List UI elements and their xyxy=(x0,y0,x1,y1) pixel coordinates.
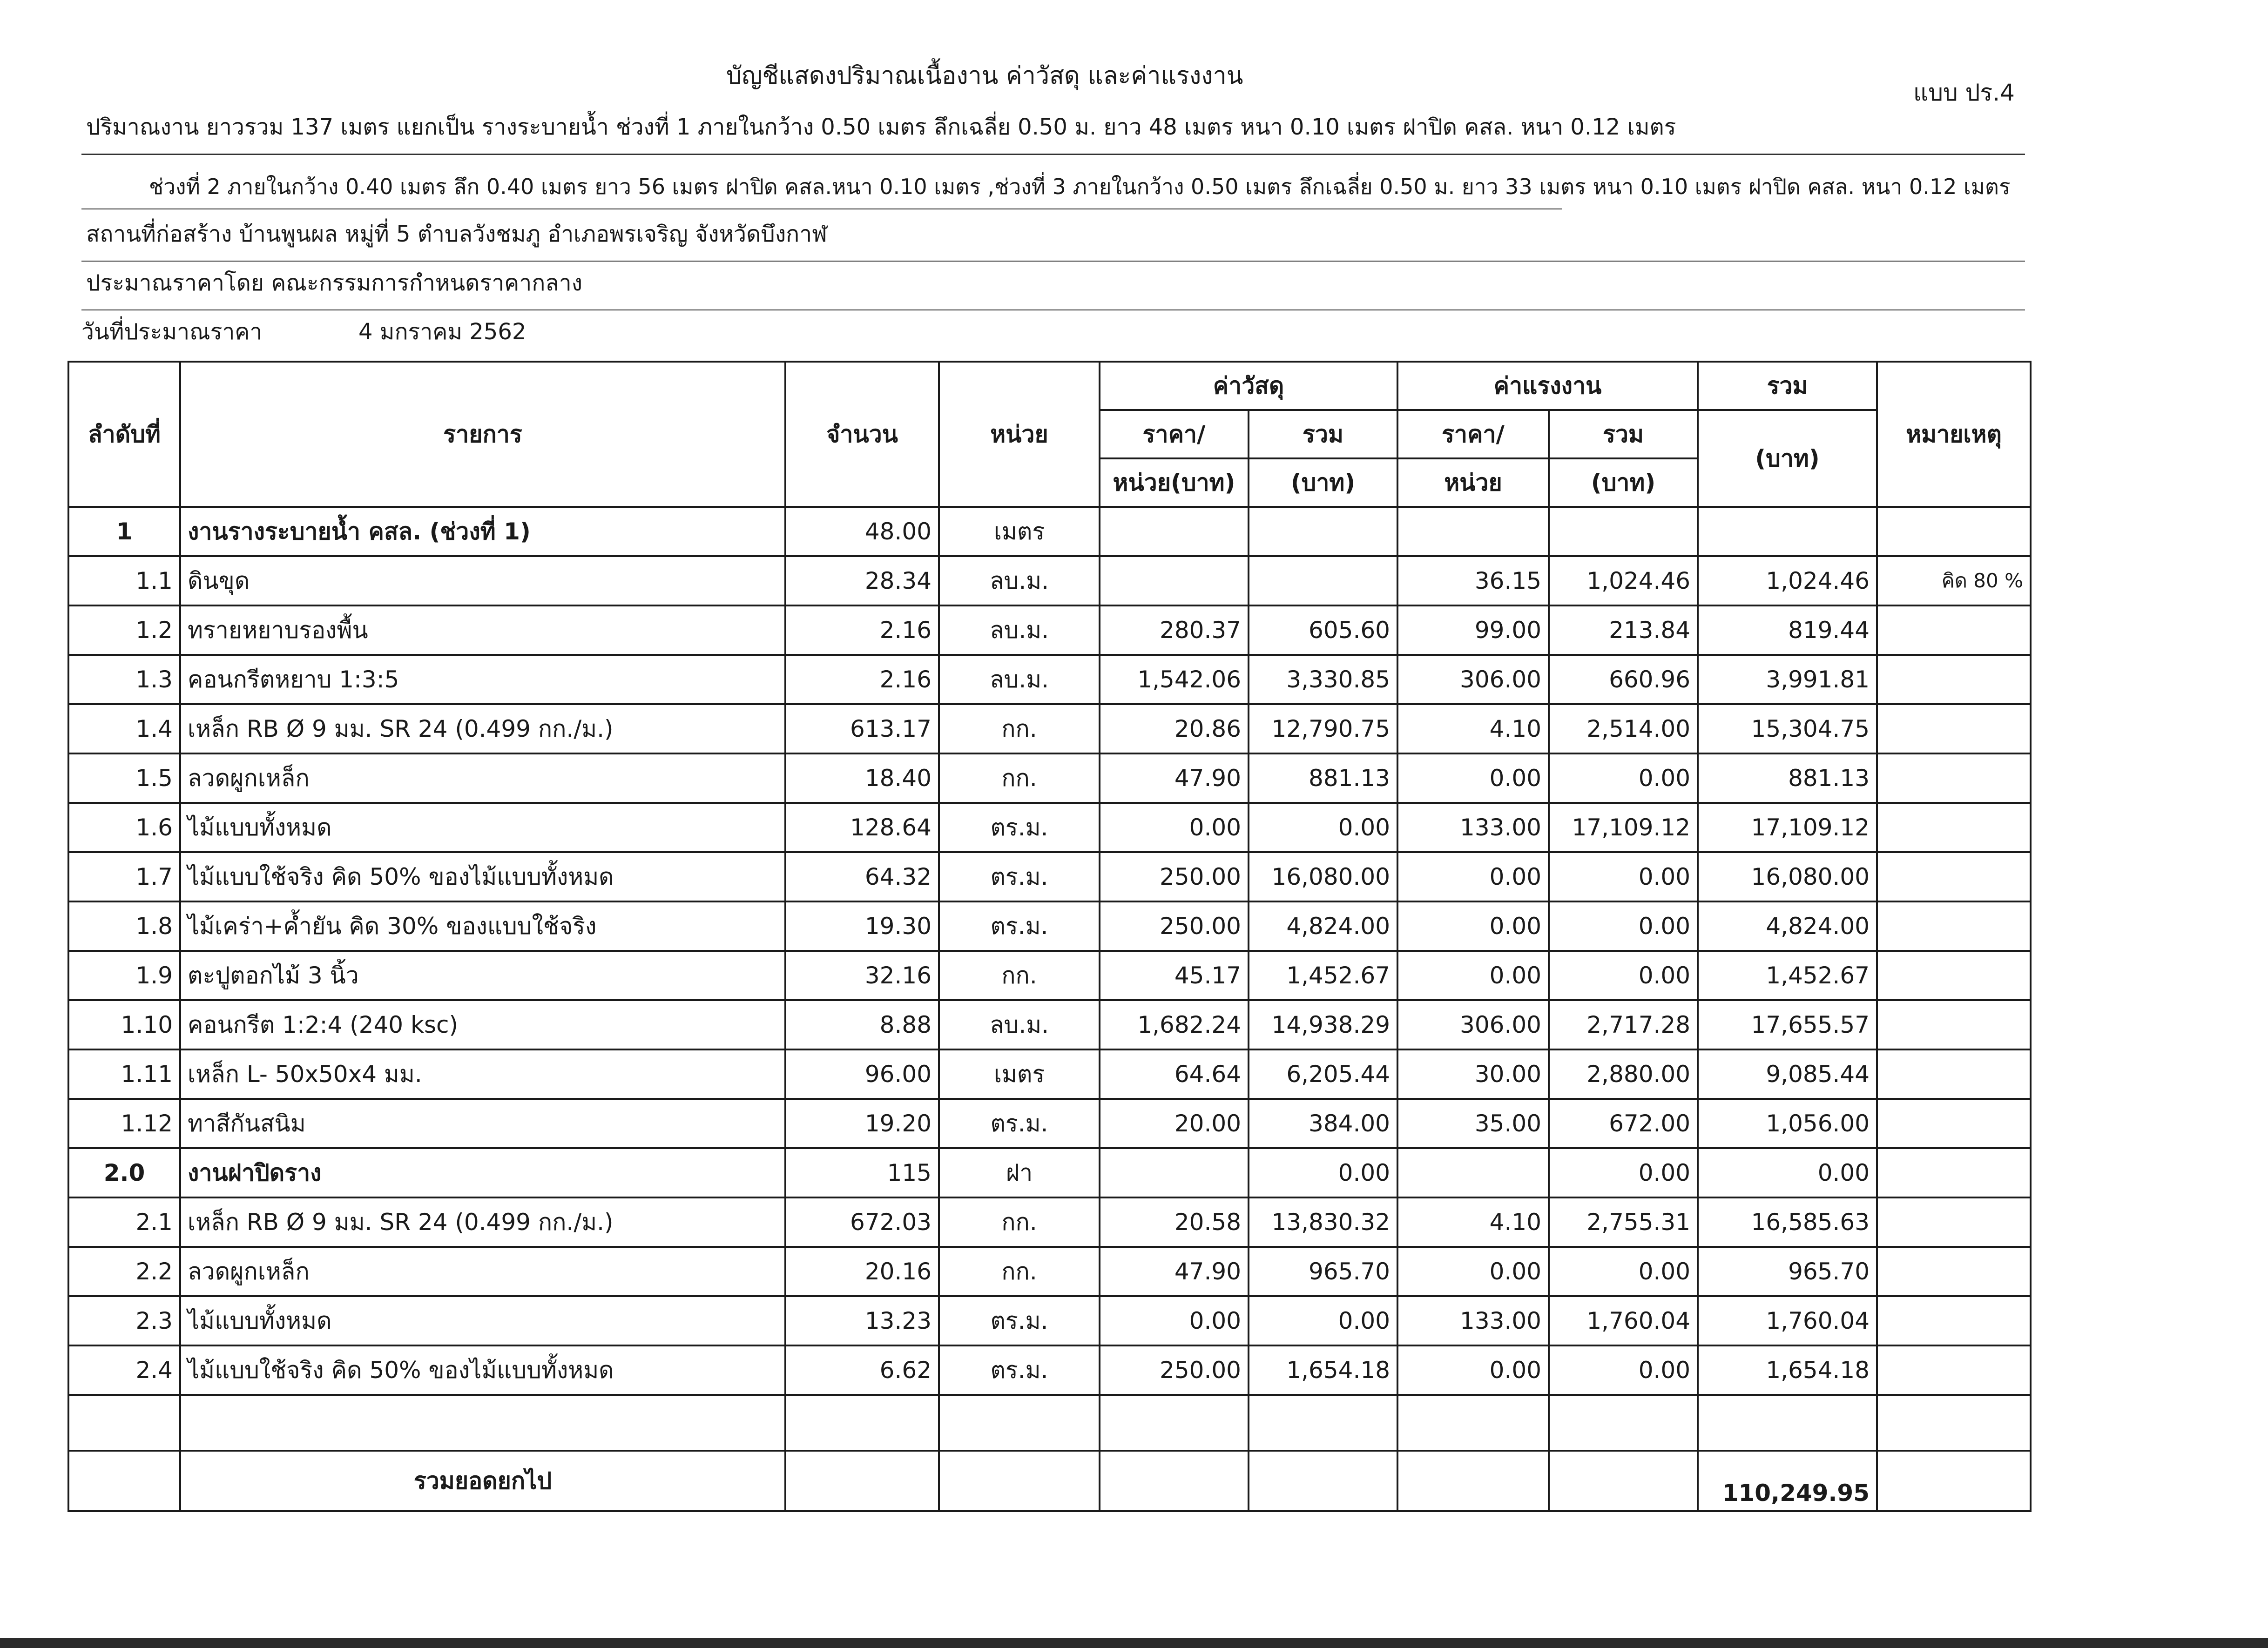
cell-item: เหล็ก RB Ø 9 มม. SR 24 (0.499 กก./ม.) xyxy=(180,704,785,753)
table-row xyxy=(68,1345,2031,1395)
cell-labor-total: 17,109.12 xyxy=(1549,803,1698,852)
cell-material-total xyxy=(1249,556,1397,605)
cell-remark xyxy=(1877,605,2031,655)
cell-labor-unit-price: 0.00 xyxy=(1397,901,1549,951)
table-row xyxy=(68,1049,2031,1099)
cell-no: 2.2 xyxy=(68,1247,180,1296)
cell-labor-total: 0.00 xyxy=(1549,852,1698,901)
cell-material-total: 0.00 xyxy=(1249,1296,1397,1345)
cell-line-total: 1,760.04 xyxy=(1698,1296,1877,1345)
cell-labor-unit-price: 133.00 xyxy=(1397,1296,1549,1345)
cell-labor-unit-price: 306.00 xyxy=(1397,655,1549,704)
cell-qty: 13.23 xyxy=(785,1296,939,1345)
cell-unit: ลบ.ม. xyxy=(939,1000,1100,1049)
cell-no: 1.3 xyxy=(68,655,180,704)
cell-material-unit-price: 47.90 xyxy=(1100,753,1249,803)
cell-no: 1.6 xyxy=(68,803,180,852)
cell-line-total: 16,080.00 xyxy=(1698,852,1877,901)
table-row xyxy=(68,1197,2031,1247)
cell-item: ไม้แบบใช้จริง คิด 50% ของไม้แบบทั้งหมด xyxy=(180,1345,785,1395)
header-rule xyxy=(81,309,2025,310)
cell-no: 1.9 xyxy=(68,951,180,1000)
cell-labor-unit-price xyxy=(1397,1148,1549,1197)
cell-material-unit-price: 0.00 xyxy=(1100,1296,1249,1345)
cell-labor-total: 0.00 xyxy=(1549,901,1698,951)
cell-unit: ลบ.ม. xyxy=(939,605,1100,655)
col-header-item: รายการ xyxy=(180,362,785,507)
cell-labor-total: 2,514.00 xyxy=(1549,704,1698,753)
cell-no: 1.2 xyxy=(68,605,180,655)
col-header-unit: หน่วย xyxy=(939,362,1100,507)
cell-line-total: 15,304.75 xyxy=(1698,704,1877,753)
estimate-date-label: วันที่ประมาณราคา xyxy=(81,319,263,345)
cell-labor-total: 0.00 xyxy=(1549,753,1698,803)
cell-labor-total: 672.00 xyxy=(1549,1099,1698,1148)
cell-material-unit-price xyxy=(1100,507,1249,556)
cell-material-unit-price: 20.00 xyxy=(1100,1099,1249,1148)
col-header-remark: หมายเหตุ xyxy=(1877,362,2031,507)
cell-labor-total: 0.00 xyxy=(1549,1148,1698,1197)
cell-qty: 115 xyxy=(785,1148,939,1197)
cell-item: ทาสีกันสนิม xyxy=(180,1099,785,1148)
cell-unit: ตร.ม. xyxy=(939,852,1100,901)
cell-item: เหล็ก RB Ø 9 มม. SR 24 (0.499 กก./ม.) xyxy=(180,1197,785,1247)
boq-body xyxy=(68,507,2031,1395)
cell-material-unit-price: 250.00 xyxy=(1100,1345,1249,1395)
cell-no: 2.4 xyxy=(68,1345,180,1395)
cell-unit: กก. xyxy=(939,753,1100,803)
cell-material-total: 13,830.32 xyxy=(1249,1197,1397,1247)
cell-material-unit-price: 250.00 xyxy=(1100,852,1249,901)
cell-qty: 672.03 xyxy=(785,1197,939,1247)
cell-labor-total: 213.84 xyxy=(1549,605,1698,655)
cell-line-total: 1,056.00 xyxy=(1698,1099,1877,1148)
cell-labor-total: 0.00 xyxy=(1549,1247,1698,1296)
cell-labor-unit-price: 30.00 xyxy=(1397,1049,1549,1099)
cell-item: คอนกรีต 1:2:4 (240 ksc) xyxy=(180,1000,785,1049)
cell-material-total: 3,330.85 xyxy=(1249,655,1397,704)
cell-item: เหล็ก L- 50x50x4 มม. xyxy=(180,1049,785,1099)
cell-labor-unit-price: 0.00 xyxy=(1397,753,1549,803)
cell-remark xyxy=(1877,655,2031,704)
cell-labor-total: 2,755.31 xyxy=(1549,1197,1698,1247)
cell-material-unit-price xyxy=(1100,556,1249,605)
cell-remark xyxy=(1877,1296,2031,1345)
cell-unit: ตร.ม. xyxy=(939,803,1100,852)
cell-labor-unit-price: 99.00 xyxy=(1397,605,1549,655)
table-row xyxy=(68,655,2031,704)
cell-no: 1.12 xyxy=(68,1099,180,1148)
cell-material-total: 16,080.00 xyxy=(1249,852,1397,901)
cell-unit: ลบ.ม. xyxy=(939,655,1100,704)
cell-line-total: 3,991.81 xyxy=(1698,655,1877,704)
cell-material-total: 384.00 xyxy=(1249,1099,1397,1148)
cell-line-total: 9,085.44 xyxy=(1698,1049,1877,1099)
cell-labor-unit-price: 133.00 xyxy=(1397,803,1549,852)
cell-qty: 613.17 xyxy=(785,704,939,753)
table-row xyxy=(68,803,2031,852)
cell-unit: เมตร xyxy=(939,507,1100,556)
cell-material-unit-price: 1,682.24 xyxy=(1100,1000,1249,1049)
col-header-labor-total-line2: (บาท) xyxy=(1549,458,1698,507)
cell-item: ไม้แบบทั้งหมด xyxy=(180,1296,785,1345)
cell-line-total xyxy=(1698,507,1877,556)
cell-labor-unit-price: 36.15 xyxy=(1397,556,1549,605)
cell-remark xyxy=(1877,704,2031,753)
cell-line-total: 0.00 xyxy=(1698,1148,1877,1197)
cell-unit: กก. xyxy=(939,704,1100,753)
cell-remark xyxy=(1877,1000,2031,1049)
empty-row xyxy=(68,1395,2031,1451)
cell-unit: ตร.ม. xyxy=(939,1099,1100,1148)
cell-remark: คิด 80 % xyxy=(1877,556,2031,605)
cell-remark xyxy=(1877,1049,2031,1099)
cell-labor-total: 0.00 xyxy=(1549,951,1698,1000)
cell-material-unit-price: 47.90 xyxy=(1100,1247,1249,1296)
cell-qty: 18.40 xyxy=(785,753,939,803)
cell-material-unit-price: 1,542.06 xyxy=(1100,655,1249,704)
cell-labor-total: 1,760.04 xyxy=(1549,1296,1698,1345)
cell-material-unit-price: 250.00 xyxy=(1100,901,1249,951)
cell-no: 1.8 xyxy=(68,901,180,951)
table-row xyxy=(68,1247,2031,1296)
cell-labor-total: 2,880.00 xyxy=(1549,1049,1698,1099)
cell-qty: 19.20 xyxy=(785,1099,939,1148)
cell-no: 1.7 xyxy=(68,852,180,901)
col-header-no: ลำดับที่ xyxy=(68,362,180,507)
estimated-by: ประมาณราคาโดย คณะกรรมการกำหนดราคากลาง xyxy=(86,270,583,296)
cell-line-total: 1,654.18 xyxy=(1698,1345,1877,1395)
cell-unit: ลบ.ม. xyxy=(939,556,1100,605)
cell-line-total: 819.44 xyxy=(1698,605,1877,655)
cell-labor-unit-price: 4.10 xyxy=(1397,1197,1549,1247)
cell-material-unit-price: 20.86 xyxy=(1100,704,1249,753)
cell-unit: ตร.ม. xyxy=(939,1296,1100,1345)
cell-material-total: 0.00 xyxy=(1249,803,1397,852)
cell-remark xyxy=(1877,1345,2031,1395)
cell-item: ดินขุด xyxy=(180,556,785,605)
cell-remark xyxy=(1877,507,2031,556)
header-rule xyxy=(81,154,2025,155)
cell-line-total: 1,452.67 xyxy=(1698,951,1877,1000)
cell-remark xyxy=(1877,1197,2031,1247)
cell-labor-total: 1,024.46 xyxy=(1549,556,1698,605)
table-row xyxy=(68,1000,2031,1049)
work-quantity-line-2: ช่วงที่ 2 ภายในกว้าง 0.40 เมตร ลึก 0.40 เมตร ยาว 56 เมตร ฝาปิด คสล.หนา 0.10 เมตร ,ช่วงที่ 3 ภายในกว้าง 0.50 เมตร ลึกเฉลี่ย 0.50 ม. ยาว 33 เมตร หนา 0.10 เมตร ฝาปิด คสล. หนา 0.12 เมตร xyxy=(149,174,2011,199)
cell-line-total: 881.13 xyxy=(1698,753,1877,803)
cell-item: ไม้เคร่า+ค้ำยัน คิด 30% ของแบบใช้จริง xyxy=(180,901,785,951)
col-header-labor-price-line1: ราคา/ xyxy=(1397,410,1549,458)
cell-qty: 20.16 xyxy=(785,1247,939,1296)
col-header-material: ค่าวัสดุ xyxy=(1100,362,1397,410)
cell-material-total: 605.60 xyxy=(1249,605,1397,655)
col-header-labor-price-line2: หน่วย xyxy=(1397,458,1549,507)
cell-unit: ฝา xyxy=(939,1148,1100,1197)
cell-unit: เมตร xyxy=(939,1049,1100,1099)
cell-remark xyxy=(1877,1099,2031,1148)
table-row xyxy=(68,753,2031,803)
table-row xyxy=(68,852,2031,901)
cell-no: 1 xyxy=(68,507,180,556)
cell-material-total: 4,824.00 xyxy=(1249,901,1397,951)
work-quantity-line-1: ปริมาณงาน ยาวรวม 137 เมตร แยกเป็น รางระบายน้ำ ช่วงที่ 1 ภายในกว้าง 0.50 เมตร ลึกเฉลี่ย 0.50 ม. ยาว 48 เมตร หนา 0.10 เมตร ฝาปิด คสล. หนา 0.12 เมตร xyxy=(86,114,1676,140)
cell-labor-total: 660.96 xyxy=(1549,655,1698,704)
cell-material-total: 1,452.67 xyxy=(1249,951,1397,1000)
cell-qty: 28.34 xyxy=(785,556,939,605)
cell-qty: 64.32 xyxy=(785,852,939,901)
cell-labor-total: 0.00 xyxy=(1549,1345,1698,1395)
cell-material-unit-price: 45.17 xyxy=(1100,951,1249,1000)
cell-material-total: 1,654.18 xyxy=(1249,1345,1397,1395)
table-row xyxy=(68,556,2031,605)
cell-labor-unit-price: 0.00 xyxy=(1397,1247,1549,1296)
cell-remark xyxy=(1877,1148,2031,1197)
cell-remark xyxy=(1877,901,2031,951)
cell-labor-unit-price: 0.00 xyxy=(1397,1345,1549,1395)
cell-qty: 2.16 xyxy=(785,655,939,704)
cell-unit: กก. xyxy=(939,1197,1100,1247)
cell-material-unit-price: 64.64 xyxy=(1100,1049,1249,1099)
form-code: แบบ ปร.4 xyxy=(1913,79,2015,106)
col-header-labor-total-line1: รวม xyxy=(1549,410,1698,458)
estimate-date-value: 4 มกราคม 2562 xyxy=(358,319,526,345)
cell-material-total: 881.13 xyxy=(1249,753,1397,803)
grand-total-value: 110,249.95 xyxy=(1698,1451,1877,1511)
total-row xyxy=(68,1451,2031,1511)
cell-item: คอนกรีตหยาบ 1:3:5 xyxy=(180,655,785,704)
cell-labor-unit-price: 306.00 xyxy=(1397,1000,1549,1049)
cell-no: 2.3 xyxy=(68,1296,180,1345)
cell-unit: ตร.ม. xyxy=(939,901,1100,951)
cell-material-total: 12,790.75 xyxy=(1249,704,1397,753)
col-header-material-price-line2: หน่วย(บาท) xyxy=(1100,458,1249,507)
table-row xyxy=(68,1099,2031,1148)
cell-no: 1.11 xyxy=(68,1049,180,1099)
col-header-total-line2: (บาท) xyxy=(1698,410,1877,507)
cell-item: ตะปูตอกไม้ 3 นิ้ว xyxy=(180,951,785,1000)
cell-no: 1.5 xyxy=(68,753,180,803)
cell-material-total: 14,938.29 xyxy=(1249,1000,1397,1049)
cell-labor-total xyxy=(1549,507,1698,556)
cell-line-total: 17,655.57 xyxy=(1698,1000,1877,1049)
cell-material-unit-price: 20.58 xyxy=(1100,1197,1249,1247)
cell-no: 1.4 xyxy=(68,704,180,753)
cell-no: 1.10 xyxy=(68,1000,180,1049)
cell-unit: กก. xyxy=(939,1247,1100,1296)
cell-qty: 19.30 xyxy=(785,901,939,951)
cell-remark xyxy=(1877,1247,2031,1296)
cell-line-total: 17,109.12 xyxy=(1698,803,1877,852)
cell-material-total: 6,205.44 xyxy=(1249,1049,1397,1099)
cell-material-unit-price: 0.00 xyxy=(1100,803,1249,852)
table-row xyxy=(68,951,2031,1000)
cell-line-total: 965.70 xyxy=(1698,1247,1877,1296)
cell-item: ลวดผูกเหล็ก xyxy=(180,1247,785,1296)
col-header-material-total-line1: รวม xyxy=(1249,410,1397,458)
cell-item: งานรางระบายน้ำ คสล. (ช่วงที่ 1) xyxy=(180,507,785,556)
col-header-qty: จำนวน xyxy=(785,362,939,507)
cell-labor-unit-price: 35.00 xyxy=(1397,1099,1549,1148)
col-header-material-price-line1: ราคา/ xyxy=(1100,410,1249,458)
table-row xyxy=(68,704,2031,753)
cell-material-unit-price: 280.37 xyxy=(1100,605,1249,655)
cell-no: 1.1 xyxy=(68,556,180,605)
boq-table xyxy=(68,361,2032,1512)
cell-qty: 96.00 xyxy=(785,1049,939,1099)
cell-remark xyxy=(1877,753,2031,803)
cell-remark xyxy=(1877,852,2031,901)
cell-qty: 32.16 xyxy=(785,951,939,1000)
cell-line-total: 4,824.00 xyxy=(1698,901,1877,951)
cell-item: ทรายหยาบรองพื้น xyxy=(180,605,785,655)
cell-remark xyxy=(1877,951,2031,1000)
cell-item: ไม้แบบใช้จริง คิด 50% ของไม้แบบทั้งหมด xyxy=(180,852,785,901)
cell-item: ไม้แบบทั้งหมด xyxy=(180,803,785,852)
cell-labor-unit-price: 0.00 xyxy=(1397,852,1549,901)
cell-material-total: 0.00 xyxy=(1249,1148,1397,1197)
cell-material-unit-price xyxy=(1100,1148,1249,1197)
cell-qty: 128.64 xyxy=(785,803,939,852)
construction-site: สถานที่ก่อสร้าง บ้านพูนผล หมู่ที่ 5 ตำบลวังชมภู อำเภอพรเจริญ จังหวัดบึงกาฬ xyxy=(86,221,827,247)
cell-material-total xyxy=(1249,507,1397,556)
cell-material-total: 965.70 xyxy=(1249,1247,1397,1296)
col-header-labor: ค่าแรงงาน xyxy=(1397,362,1698,410)
document-title: บัญชีแสดงปริมาณเนื้องาน ค่าวัสดุ และค่าแรงงาน xyxy=(726,62,1243,90)
cell-unit: ตร.ม. xyxy=(939,1345,1100,1395)
cell-line-total: 16,585.63 xyxy=(1698,1197,1877,1247)
cell-labor-unit-price: 0.00 xyxy=(1397,951,1549,1000)
cell-unit: กก. xyxy=(939,951,1100,1000)
table-row xyxy=(68,1148,2031,1197)
cell-item: ลวดผูกเหล็ก xyxy=(180,753,785,803)
col-header-total-line1: รวม xyxy=(1698,362,1877,410)
table-row xyxy=(68,605,2031,655)
cell-line-total: 1,024.46 xyxy=(1698,556,1877,605)
cell-labor-total: 2,717.28 xyxy=(1549,1000,1698,1049)
cell-qty: 48.00 xyxy=(785,507,939,556)
cell-item: งานฝาปิดราง xyxy=(180,1148,785,1197)
cell-qty: 2.16 xyxy=(785,605,939,655)
table-row xyxy=(68,901,2031,951)
cell-no: 2.0 xyxy=(68,1148,180,1197)
cell-no: 2.1 xyxy=(68,1197,180,1247)
cell-labor-unit-price xyxy=(1397,507,1549,556)
cell-qty: 6.62 xyxy=(785,1345,939,1395)
table-row xyxy=(68,507,2031,556)
cell-labor-unit-price: 4.10 xyxy=(1397,704,1549,753)
table-row xyxy=(68,1296,2031,1345)
cell-remark xyxy=(1877,803,2031,852)
total-label: รวมยอดยกไป xyxy=(180,1451,785,1511)
header-rule xyxy=(81,261,2025,262)
scan-edge-bar xyxy=(0,1638,2268,1648)
col-header-material-total-line2: (บาท) xyxy=(1249,458,1397,507)
cell-qty: 8.88 xyxy=(785,1000,939,1049)
